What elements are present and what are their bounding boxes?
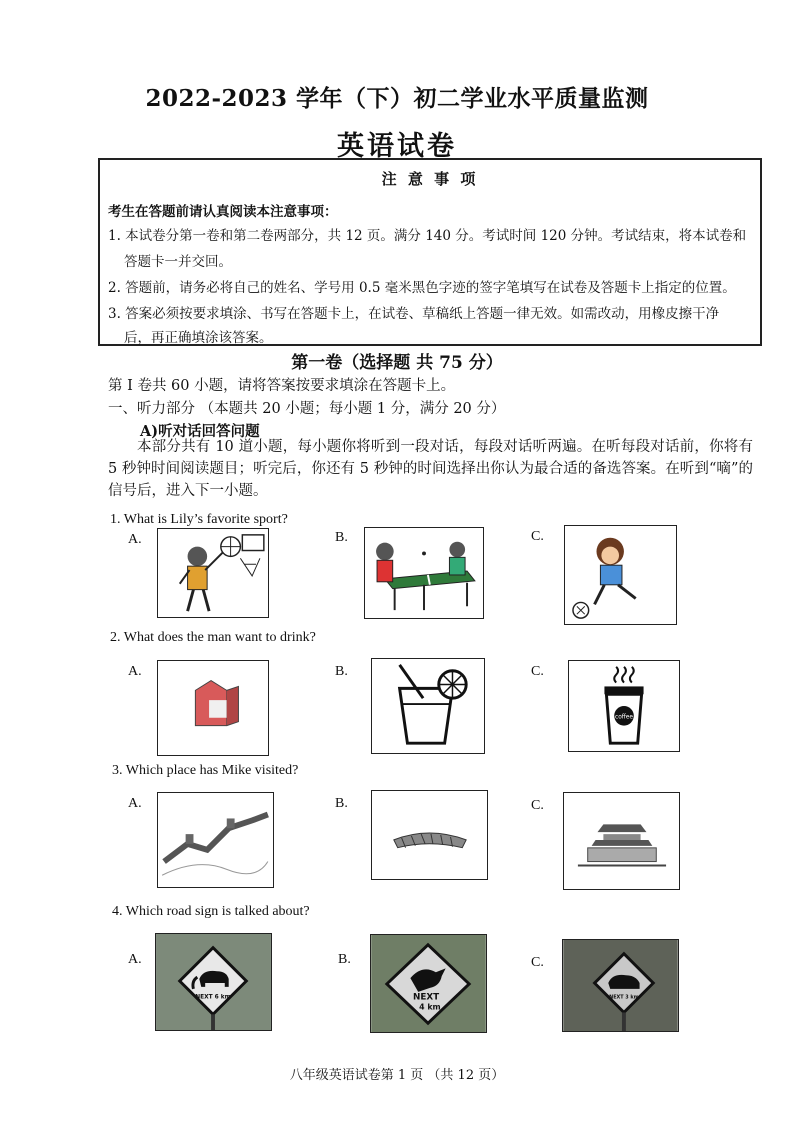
- notice-item-2: 2. 答题前，请务必将自己的姓名、学号用 0.5 毫米黑色字迹的签字笔填写在试卷及答题卡上指定的位置。: [108, 280, 736, 296]
- q3-birds-nest-image[interactable]: [371, 790, 488, 880]
- sign-b-text-1: NEXT: [412, 992, 440, 1003]
- notice-box: [98, 158, 762, 346]
- q2-juice-image[interactable]: [371, 658, 485, 754]
- q4-option-c-label: C.: [531, 955, 544, 970]
- section-title: 第一卷（选择题 共 75 分）: [291, 353, 503, 373]
- q3-great-wall-image[interactable]: [157, 792, 274, 888]
- q4-elephant-sign-image[interactable]: [155, 933, 272, 1031]
- q1-soccer-image[interactable]: [564, 525, 677, 625]
- question-1: 1. What is Lily’s favorite sport?: [110, 512, 288, 527]
- page-footer: 八年级英语试卷第 1 页 （共 12 页）: [289, 1068, 505, 1083]
- q4-kangaroo-sign-image[interactable]: [370, 934, 487, 1033]
- q4-option-a-label: A.: [128, 952, 142, 967]
- q4-bear-sign-image[interactable]: [562, 939, 679, 1032]
- q3-option-a-label: A.: [128, 796, 142, 811]
- q2-option-a-label: A.: [128, 664, 142, 679]
- q1-basketball-image[interactable]: [157, 528, 269, 618]
- part-a-heading: A)听对话回答问题: [140, 423, 260, 440]
- q1-table-tennis-image[interactable]: [364, 527, 484, 619]
- question-2: 2. What does the man want to drink?: [110, 630, 316, 645]
- sign-c-text: NEXT 3 km: [609, 994, 639, 1001]
- section-intro: 第 I 卷共 60 小题，请将答案按要求填涂在答题卡上。: [108, 378, 456, 394]
- coffee-label: coffee: [614, 714, 634, 721]
- notice-intro: 考生在答题前请认真阅读本注意事项：: [108, 204, 338, 220]
- q1-option-c-label: C.: [531, 529, 544, 544]
- q2-option-c-label: C.: [531, 664, 544, 679]
- q2-coffee-image[interactable]: [568, 660, 680, 752]
- question-4: 4. Which road sign is talked about?: [112, 904, 310, 919]
- q2-option-b-label: B.: [335, 664, 348, 679]
- q4-option-b-label: B.: [338, 952, 351, 967]
- q3-option-b-label: B.: [335, 796, 348, 811]
- sign-b-text-2: 4 km: [419, 1002, 441, 1012]
- instructions: 本部分共有 10 道小题，每小题你将听到一段对话，每段对话听两遍。在听每段对话前，你将有 5 秒钟时间阅读题目；听完后，你还有 5 秒钟的时间选择出你认为最合适的备选答案。在听到“嘀”的信号后，进入下一小题。: [108, 439, 753, 499]
- listening-part-heading: 一、听力部分 （本题共 20 小题；每小题 1 分，满分 20 分）: [108, 401, 506, 417]
- q3-option-c-label: C.: [531, 798, 544, 813]
- exam-title: 2022-2023 学年（下）初二学业水平质量监测: [145, 85, 649, 112]
- sign-a-text: NEXT 6 km: [195, 994, 231, 1001]
- q1-option-a-label: A.: [128, 532, 142, 547]
- exam-subtitle: 英语试卷: [337, 131, 457, 162]
- q1-option-b-label: B.: [335, 530, 348, 545]
- q3-tiananmen-image[interactable]: [563, 792, 680, 890]
- notice-item-3: 3. 答案必须按要求填涂、书写在答题卡上，在试卷、草稿纸上答题一律无效。如需改动，用橡皮擦干净: [108, 306, 720, 322]
- notice-heading: 注 意 事 项: [381, 170, 479, 188]
- notice-item-3-cont: 后，再正确填涂该答案。: [124, 330, 273, 346]
- question-3: 3. Which place has Mike visited?: [112, 763, 299, 778]
- notice-item-1-cont: 答题卡一并交回。: [124, 254, 232, 270]
- q2-milk-carton-image[interactable]: [157, 660, 269, 756]
- notice-item-1: 1. 本试卷分第一卷和第二卷两部分，共 12 页。满分 140 分。考试时间 120 分钟。考试结束，将本试卷和: [108, 228, 747, 244]
